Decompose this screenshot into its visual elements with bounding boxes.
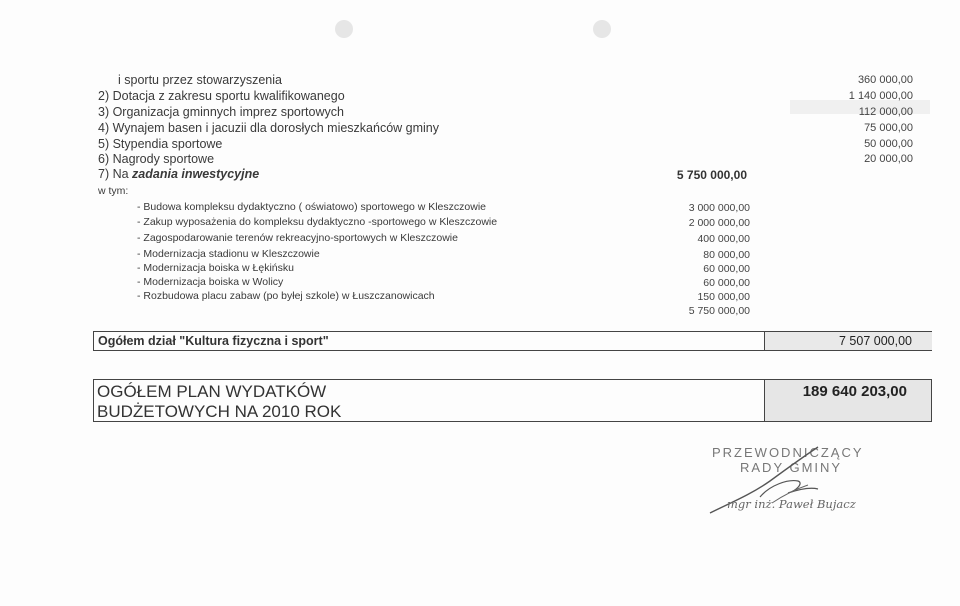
sub-item-value: 2 000 000,00 [688,217,750,229]
sub-item-value: 80 000,00 [703,249,750,261]
w-tym-label: w tym: [98,185,129,197]
grand-total-value: 189 640 203,00 [802,383,907,400]
line-item-value: 20 000,00 [864,153,913,165]
line-item-text: 5) Stypendia sportowe [98,137,223,151]
line-item-value: 1 140 000,00 [848,90,913,102]
invest-value: 5 750 000,00 [676,168,747,182]
sub-item-text: - Budowa kompleksu dydaktyczno ( oświatowo) sportowego w Kleszczowie [137,201,486,213]
invest-prefix: 7) Na [98,167,133,181]
section-total-value: 7 507 000,00 [839,334,912,348]
section-total-cell [764,332,932,350]
line-item-text: i sportu przez stowarzyszenia [118,73,282,87]
sub-item-text: - Rozbudowa placu zabaw (po byłej szkole) w Łuszczanowicach [137,290,435,302]
invest-label: zadania inwestycyjne [132,167,260,181]
punch-hole-left [335,20,353,38]
stamp-title: PRZEWODNICZĄCY [712,445,864,460]
line-item-text: 4) Wynajem basen i jacuzii dla dorosłych mieszkańców gminy [98,121,439,135]
sub-item-value: 3 000 000,00 [688,202,750,214]
sub-item-value: 400 000,00 [697,233,750,245]
sub-item-text: - Modernizacja boiska w Łękińsku [137,262,294,274]
signatory-name: mgr inż. Paweł Bujacz [727,497,856,511]
sub-item-value: 150 000,00 [697,291,750,303]
sub-item-value: 60 000,00 [703,277,750,289]
line-item-value: 75 000,00 [864,122,913,134]
line-item-value: 112 000,00 [858,106,913,118]
sub-item-text: - Zagospodarowanie terenów rekreacyjno-sportowych w Kleszczowie [137,232,458,244]
line-item-text: 2) Dotacja z zakresu sportu kwalifikowanego [98,89,345,103]
grand-total-cell [764,380,931,421]
line-item-value: 50 000,00 [864,138,913,150]
line-item-text: 3) Organizacja gminnych imprez sportowych [98,105,344,119]
invest-line [98,167,259,181]
sub-total-value: 5 750 000,00 [688,305,750,317]
sub-item-value: 60 000,00 [703,263,750,275]
stamp-subtitle: RADY GMINY [740,460,843,475]
section-total-label: Ogółem dział "Kultura fizyczna i sport" [98,334,329,348]
line-item-value: 360 000,00 [857,74,913,86]
grand-total-box [93,379,932,422]
line-item-text: 6) Nagrody sportowe [98,152,215,166]
grand-total-line2: BUDŻETOWYCH NA 2010 ROK [97,402,342,421]
sub-item-text: - Zakup wyposażenia do kompleksu dydaktyczno -sportowego w Kleszczowie [137,216,498,228]
punch-hole-right [593,20,611,38]
sub-item-text: - Modernizacja stadionu w Kleszczowie [137,248,320,260]
grand-total-line1: OGÓŁEM PLAN WYDATKÓW [97,382,327,401]
section-total-box [93,331,932,351]
sub-item-text: - Modernizacja boiska w Wolicy [137,276,284,288]
